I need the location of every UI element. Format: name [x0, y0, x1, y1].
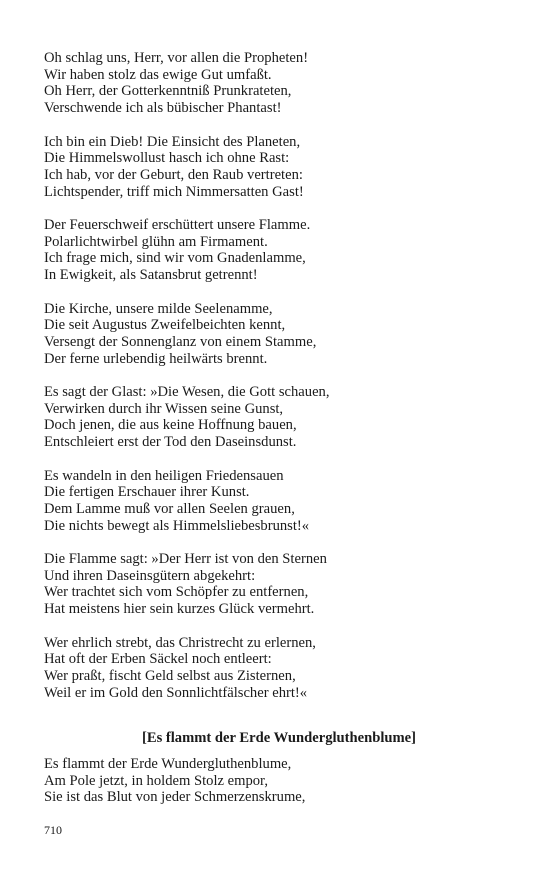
verse-line: Dem Lamme muß vor allen Seelen grauen, [44, 500, 295, 517]
verse-line: Verwirken durch ihr Wissen seine Gunst, [44, 400, 284, 417]
verse-line: In Ewigkeit, als Satansbrut getrennt! [44, 267, 258, 284]
stanza [44, 384, 514, 451]
verse-line: Sie ist das Blut von jeder Schmerzenskrume, [44, 789, 306, 806]
verse-line: Hat oft der Erben Säckel noch entleert: [44, 651, 272, 668]
verse-line: Ich hab, vor der Geburt, den Raub vertreten: [44, 166, 303, 183]
verse-line: Versengt der Sonnenglanz von einem Stamme, [44, 333, 317, 350]
verse-line: Die Kirche, unsere milde Seelenamme, [44, 300, 273, 317]
verse-line: Die nichts bewegt als Himmelsliebesbrunst!« [44, 517, 310, 534]
section-poem-body [44, 756, 514, 806]
stanza [44, 468, 514, 535]
verse-line: Oh Herr, der Gotterkenntniß Prunkrateten, [44, 83, 292, 100]
verse-line: Der ferne urlebendig heilwärts brennt. [44, 350, 268, 367]
stanza [44, 551, 514, 618]
verse-line: Oh schlag uns, Herr, vor allen die Propheten! [44, 50, 309, 66]
verse-line: Es flammt der Erde Wundergluthenblume, [44, 756, 292, 772]
verse-line: Wer ehrlich strebt, das Christrecht zu erlernen, [44, 634, 316, 651]
verse-line: Der Feuerschweif erschüttert unsere Flamme. [44, 217, 311, 233]
verse-line: Verschwende ich als bübischer Phantast! [44, 100, 282, 117]
verse-line: Ich bin ein Dieb! Die Einsicht des Planeten, [44, 133, 301, 150]
verse-line: Die Himmelswollust hasch ich ohne Rast: [44, 150, 290, 167]
verse-line: Am Pole jetzt, in holdem Stolz empor, [44, 772, 268, 789]
verse-line: Wir haben stolz das ewige Gut umfaßt. [44, 66, 272, 83]
verse-line: Doch jenen, die aus keine Hoffnung bauen, [44, 417, 297, 434]
verse-line: Die Flamme sagt: »Der Herr ist von den Sternen [44, 551, 327, 567]
verse-line: Ich frage mich, sind wir vom Gnadenlamme, [44, 250, 306, 267]
verse-line: Und ihren Daseinsgütern abgekehrt: [44, 567, 256, 584]
stanza [44, 50, 514, 117]
stanza [44, 301, 514, 368]
stanza [44, 217, 514, 284]
verse-line: Die fertigen Erschauer ihrer Kunst. [44, 484, 250, 501]
verse-line: Hat meistens hier sein kurzes Glück vermehrt. [44, 601, 315, 618]
verse-line: Wer trachtet sich vom Schöpfer zu entfernen, [44, 584, 309, 601]
verse-line: Weil er im Gold den Sonnlichtfälscher ehrt!« [44, 684, 308, 701]
verse-line: Wer praßt, fischt Geld selbst aus Zisternen, [44, 667, 296, 684]
verse-line: Es sagt der Glast: »Die Wesen, die Gott schauen, [44, 384, 330, 400]
verse-line: Polarlichtwirbel glühn am Firmament. [44, 233, 268, 250]
verse-line: Lichtspender, triff mich Nimmersatten Gast! [44, 183, 304, 200]
page-number: 710 [44, 823, 62, 837]
verse-line: Es wandeln in den heiligen Friedensauen [44, 467, 284, 484]
stanza [44, 635, 514, 702]
verse-line: Die seit Augustus Zweifelbeichten kennt, [44, 317, 286, 334]
verse-line: Entschleiert erst der Tod den Daseinsdunst. [44, 434, 297, 451]
poem-body [44, 50, 514, 718]
section-title: [Es flammt der Erde Wundergluthenblume] [141, 730, 417, 746]
stanza [44, 134, 514, 201]
